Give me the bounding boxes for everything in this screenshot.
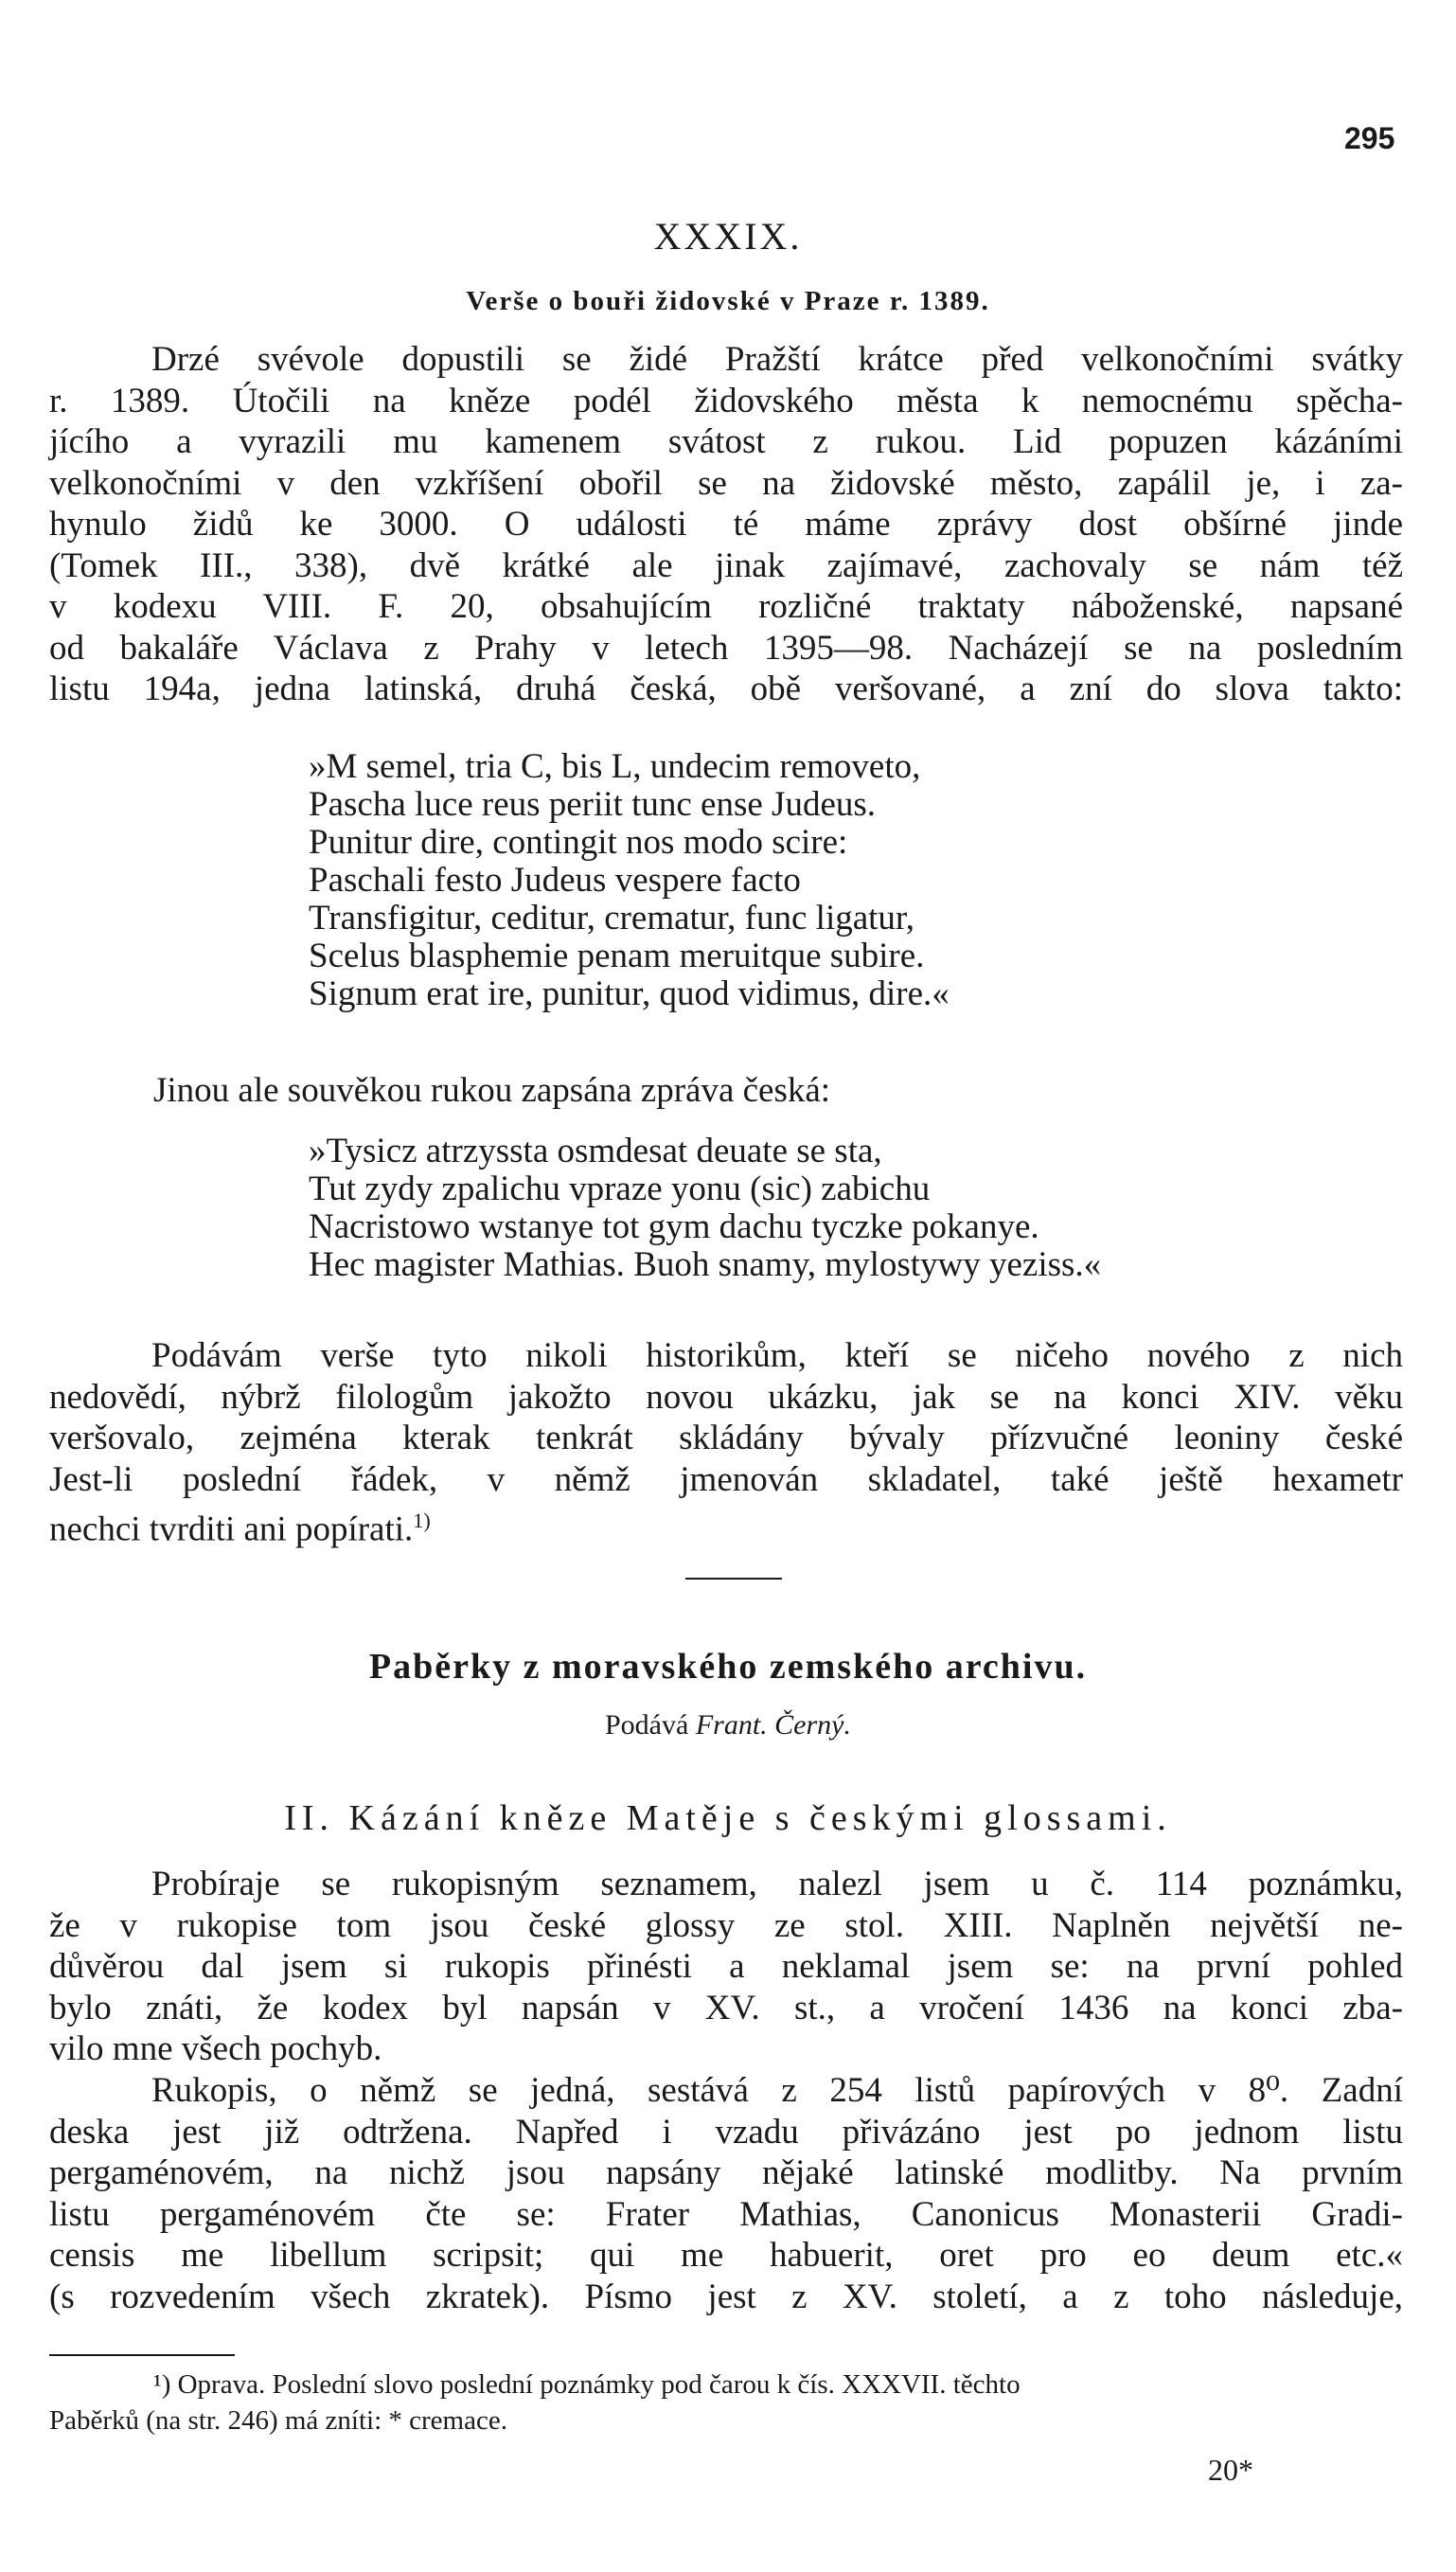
text-line: veršovalo, zejména kterak tenkrát skládány bývaly přízvučné leoniny české bbox=[49, 1419, 1403, 1457]
byline bbox=[0, 1709, 1456, 1741]
verse-line: Hec magister Mathias. Buoh snamy, mylostywy yeziss.« bbox=[309, 1245, 1102, 1284]
text-line: od bakaláře Václava z Prahy v letech 1395—98. Nacházejí se na posledním bbox=[49, 628, 1403, 668]
verse-line: Nacristowo wstanye tot gym dachu tyczke pokanye. bbox=[309, 1207, 1039, 1246]
text-segment: nechci tvrditi ani popírati. bbox=[49, 1509, 414, 1549]
text-line: censis me libellum scripsit; qui me habuerit, oret pro eo deum etc.« bbox=[49, 2236, 1403, 2275]
text-line: Probíraje se rukopisným seznamem, nalezl jsem u č. 114 poznámku, bbox=[151, 1865, 1403, 1903]
chapter-number: XXXIX. bbox=[653, 215, 803, 258]
latin-verse bbox=[309, 748, 950, 1013]
footnote-marker: 1) bbox=[413, 1509, 431, 1532]
verse-line: Pascha luce reus periit tunc ense Judeus. bbox=[309, 785, 877, 824]
byline-prefix: Podává bbox=[605, 1709, 689, 1741]
text-line: Rukopis, o němž se jedná, sestává z 254 listů papírových v 8⁰. Zadní bbox=[151, 2071, 1403, 2110]
footnote-line: ¹) Oprava. Poslední slovo poslední poznámky pod čarou k čís. XXXVII. těchto bbox=[153, 2369, 1021, 2400]
text-line: Podávám verše tyto nikoli historikům, kteří se ničeho nového z nich bbox=[151, 1336, 1403, 1375]
intro-paragraph bbox=[49, 339, 1403, 710]
text-line: listu pergaménovém čte se: Frater Mathias, Canonicus Monasterii Gradi- bbox=[49, 2194, 1403, 2234]
text-line: jícího a vyrazili mu kamenem svátost z rukou. Lid popuzen kázáními bbox=[49, 422, 1403, 461]
verse-line: Paschali festo Judeus vespere facto bbox=[309, 861, 801, 900]
verse-line: Tut zydy zpalichu vpraze yonu (sic) zabichu bbox=[309, 1170, 931, 1208]
text-line: hynulo židů ke 3000. O události té máme zprávy dost obšírné jinde bbox=[49, 505, 1403, 544]
signature-mark: 20* bbox=[1208, 2453, 1253, 2487]
verse-line: »M semel, tria C, bis L, undecim removeto, bbox=[309, 747, 921, 786]
section-heading: II. Kázání kněze Matěje s českými glossami. bbox=[284, 1798, 1172, 1838]
section-title: Paběrky z moravského zemského archivu. bbox=[368, 1647, 1088, 1687]
body-paragraph-2 bbox=[49, 2070, 1403, 2317]
text-line: nedovědí, nýbrž filologům jakožto novou ukázku, jak se na konci XIV. věku bbox=[49, 1377, 1403, 1417]
footnote bbox=[49, 2367, 1403, 2438]
verse-line: Signum erat ire, punitur, quod vidimus, dire.« bbox=[309, 974, 950, 1013]
chapter-subtitle: Verše o bouři židovské v Praze r. 1389. bbox=[466, 286, 990, 316]
text-line: důvěrou dal jsem si rukopis přinésti a neklamal jsem se: na první pohled bbox=[49, 1947, 1403, 1986]
text-line: bylo znáti, že kodex byl napsán v XV. st., a vročení 1436 na konci zba- bbox=[49, 1988, 1403, 2027]
czech-verse bbox=[309, 1133, 1101, 1284]
text-line: že v rukopise tom jsou české glossy ze stol. XIII. Naplněn největší ne- bbox=[49, 1905, 1403, 1945]
verse-line: Transfigitur, ceditur, crematur, func ligatur, bbox=[309, 899, 915, 938]
footnote-divider bbox=[49, 2354, 235, 2356]
verse-line: »Tysicz atrzyssta osmdesat deuate se sta, bbox=[309, 1132, 882, 1170]
text-line: Drzé svévole dopustili se židé Pražští krátce před velkonočními svátky bbox=[151, 340, 1403, 379]
text-line: deska jest již odtržena. Napřed i vzadu přivázáno jest po jednom listu bbox=[49, 2112, 1403, 2152]
page-number: 295 bbox=[1344, 121, 1395, 155]
section-divider bbox=[685, 1578, 782, 1580]
byline-author: Frant. Černý. bbox=[695, 1709, 851, 1741]
text-line: pergaménovém, na nichž jsou napsány nějaké latinské modlitby. Na prvním bbox=[49, 2153, 1403, 2192]
text-line bbox=[49, 1500, 1403, 1550]
text-line: velkonočními v den vzkříšení obořil se na židovské město, zapálil je, i za- bbox=[49, 463, 1403, 503]
text-line: vilo mne všech pochyb. bbox=[49, 2029, 382, 2068]
closing-paragraph bbox=[49, 1335, 1403, 1550]
verse-line: Scelus blasphemie penam meruitque subire. bbox=[309, 937, 925, 975]
footnote-line: Paběrků (na str. 246) má zníti: * cremace. bbox=[49, 2405, 507, 2436]
text-line: (s rozvedením všech zkratek). Písmo jest z XV. století, a z toho následuje, bbox=[49, 2277, 1403, 2316]
text-line: listu 194a, jedna latinská, druhá česká, obě veršované, a zní do slova takto: bbox=[49, 670, 1403, 708]
text-line: v kodexu VIII. F. 20, obsahujícím rozličné traktaty náboženské, napsané bbox=[49, 587, 1403, 626]
verse-line: Punitur dire, contingit nos modo scire: bbox=[309, 823, 848, 862]
czech-intro-line: Jinou ale souvěkou rukou zapsána zpráva česká: bbox=[153, 1071, 831, 1110]
text-line: Jest-li poslední řádek, v němž jmenován skladatel, také ještě hexametr bbox=[49, 1459, 1403, 1499]
body-paragraph-1 bbox=[49, 1864, 1403, 2070]
text-line: r. 1389. Útočili na kněze podél židovského města k nemocnému spěcha- bbox=[49, 381, 1403, 420]
text-line: (Tomek III., 338), dvě krátké ale jinak zajímavé, zachovaly se nám též bbox=[49, 545, 1403, 585]
